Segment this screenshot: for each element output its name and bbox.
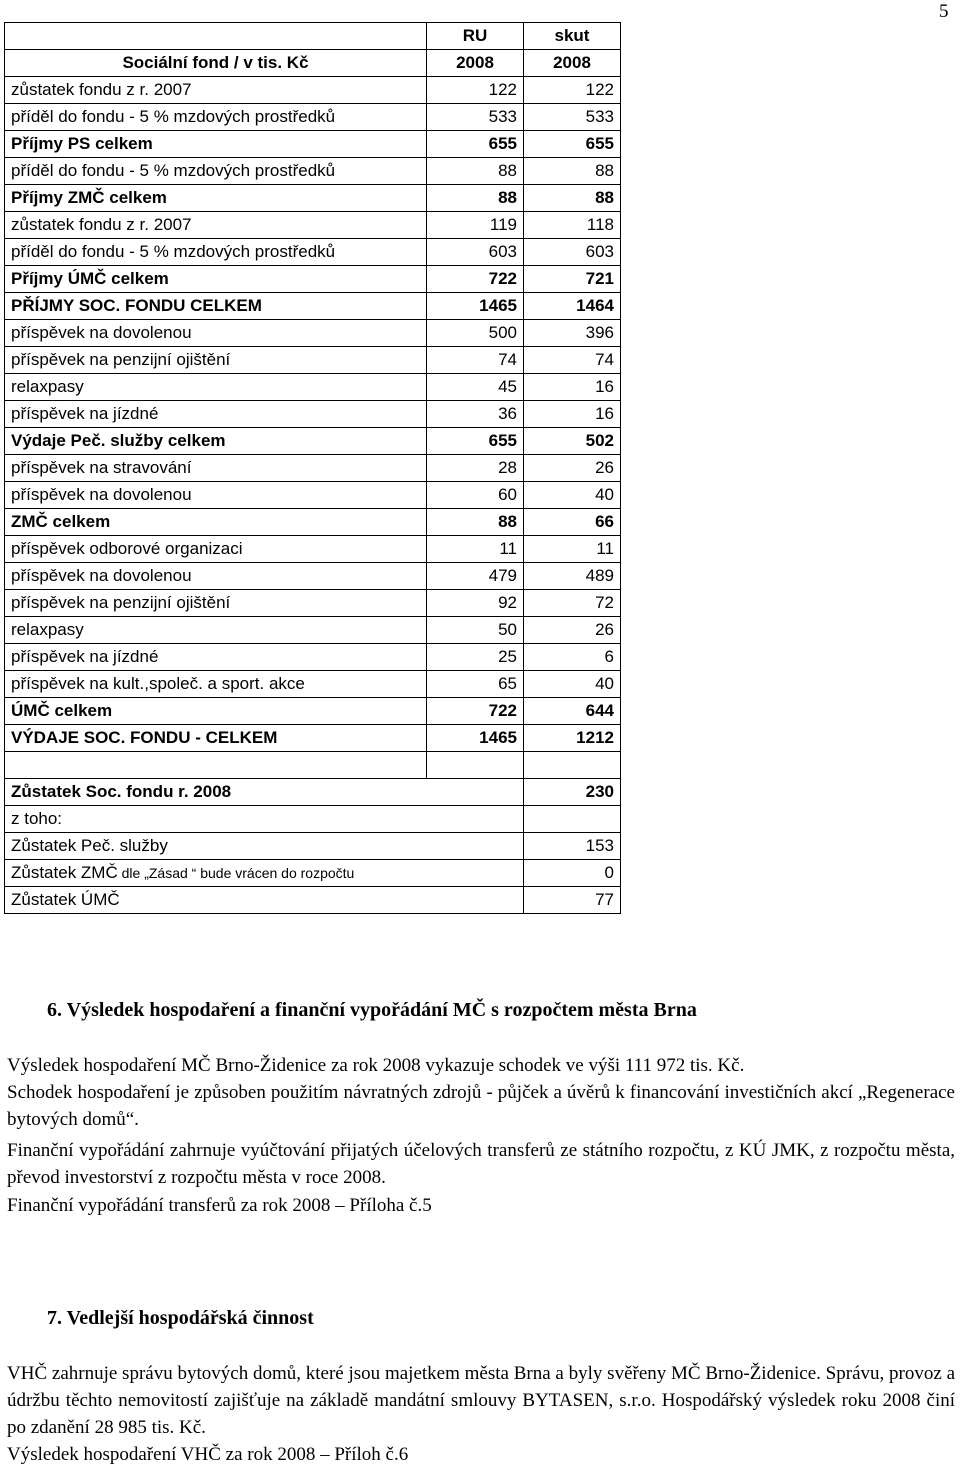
table-row — [5, 671, 621, 698]
section-7-paragraph-1: VHČ zahrnuje správu bytových domů, které jsou majetkem města Brna a byly svěřeny MČ Brno-Židenice. Správu, provoz a údržbu těchto nemovitostí zajišťuje na základě mandátní smlouvy BYTASEN, s.r.o. Hospodářský výsledek roku 2008 činí po zdanění 28 985 tis. Kč. — [7, 1363, 955, 1438]
spacer-row — [5, 752, 621, 779]
social-fund-table — [4, 22, 621, 914]
row-skut-value: 74 — [524, 347, 621, 374]
balance-total-value: 230 — [524, 779, 621, 806]
row-ru-value: 36 — [427, 401, 524, 428]
row-label: Příjmy PS celkem — [5, 131, 427, 158]
row-ru-value: 655 — [427, 131, 524, 158]
row-skut-value: 502 — [524, 428, 621, 455]
row-ru-value: 92 — [427, 590, 524, 617]
table-row — [5, 320, 621, 347]
row-skut-value: 644 — [524, 698, 621, 725]
table-row — [5, 131, 621, 158]
row-label: příspěvek odborové organizaci — [5, 536, 427, 563]
row-ru-value: 45 — [427, 374, 524, 401]
table-row — [5, 644, 621, 671]
row-ru-value: 11 — [427, 536, 524, 563]
row-skut-value: 16 — [524, 401, 621, 428]
table-row — [5, 293, 621, 320]
table-row — [5, 698, 621, 725]
balance-zmc-label: Zůstatek ZMČ — [11, 863, 118, 882]
balance-umc-label: Zůstatek ÚMČ — [5, 887, 524, 914]
row-ru-value: 479 — [427, 563, 524, 590]
row-label: příděl do fondu - 5 % mzdových prostředků — [5, 239, 427, 266]
row-skut-value: 26 — [524, 455, 621, 482]
section-6-paragraph-2: Schodek hospodaření je způsoben použitím návratných zdrojů - půjček a úvěrů k financování investičních akcí „Regenerace bytových domů“. — [7, 1082, 955, 1130]
balance-umc-value: 77 — [524, 887, 621, 914]
row-skut-value: 16 — [524, 374, 621, 401]
balance-zmc-note: dle „Zásad “ bude vrácen do rozpočtu — [117, 865, 355, 881]
table-row — [5, 212, 621, 239]
page-number: 5 — [939, 1, 949, 22]
row-label: příspěvek na dovolenou — [5, 563, 427, 590]
row-skut-value: 533 — [524, 104, 621, 131]
row-label: příspěvek na jízdné — [5, 401, 427, 428]
row-label: příspěvek na dovolenou — [5, 320, 427, 347]
row-skut-value: 88 — [524, 158, 621, 185]
header-skut: skut — [524, 23, 621, 50]
balance-total-row — [5, 779, 621, 806]
row-ru-value: 1465 — [427, 725, 524, 752]
table-row — [5, 482, 621, 509]
table-row — [5, 185, 621, 212]
header-empty-cell — [5, 23, 427, 50]
row-label: příspěvek na jízdné — [5, 644, 427, 671]
balance-umc-row — [5, 887, 621, 914]
row-skut-value: 1212 — [524, 725, 621, 752]
row-label: VÝDAJE SOC. FONDU - CELKEM — [5, 725, 427, 752]
row-ru-value: 122 — [427, 77, 524, 104]
row-skut-value: 66 — [524, 509, 621, 536]
row-label: zůstatek fondu z r. 2007 — [5, 77, 427, 104]
row-ru-value: 74 — [427, 347, 524, 374]
row-ru-value: 28 — [427, 455, 524, 482]
row-skut-value: 26 — [524, 617, 621, 644]
row-ru-value: 722 — [427, 698, 524, 725]
row-skut-value: 88 — [524, 185, 621, 212]
row-ru-value: 88 — [427, 185, 524, 212]
row-label: příspěvek na penzijní ojištění — [5, 590, 427, 617]
header-ru-year: 2008 — [427, 50, 524, 77]
header-ru: RU — [427, 23, 524, 50]
balance-pec-value: 153 — [524, 833, 621, 860]
table-row — [5, 563, 621, 590]
table-title: Sociální fond / v tis. Kč — [5, 50, 427, 77]
table-header-row-2 — [5, 50, 621, 77]
row-skut-value: 40 — [524, 671, 621, 698]
row-skut-value: 6 — [524, 644, 621, 671]
row-label: příděl do fondu - 5 % mzdových prostředků — [5, 158, 427, 185]
section-6-paragraph-4: Finanční vypořádání transferů za rok 2008 – Příloha č.5 — [7, 1195, 432, 1216]
row-skut-value: 489 — [524, 563, 621, 590]
of-which-row — [5, 806, 621, 833]
row-ru-value: 60 — [427, 482, 524, 509]
section-6-heading: 6. Výsledek hospodaření a finanční vypořádání MČ s rozpočtem města Brna — [47, 999, 697, 1021]
table-row — [5, 428, 621, 455]
row-label: Příjmy ZMČ celkem — [5, 185, 427, 212]
row-ru-value: 65 — [427, 671, 524, 698]
section-6-paragraph-1: Výsledek hospodaření MČ Brno-Židenice za rok 2008 vykazuje schodek ve výši 111 972 tis. Kč. — [7, 1055, 745, 1076]
row-ru-value: 655 — [427, 428, 524, 455]
row-label: příděl do fondu - 5 % mzdových prostředků — [5, 104, 427, 131]
row-label: Výdaje Peč. služby celkem — [5, 428, 427, 455]
section-7-heading: 7. Vedlejší hospodářská činnost — [47, 1307, 314, 1329]
balance-zmc-value: 0 — [524, 860, 621, 887]
table-row — [5, 347, 621, 374]
row-label: relaxpasy — [5, 374, 427, 401]
table-header-row-1 — [5, 23, 621, 50]
table-row — [5, 509, 621, 536]
table-row — [5, 104, 621, 131]
row-ru-value: 500 — [427, 320, 524, 347]
row-ru-value: 533 — [427, 104, 524, 131]
row-label: Příjmy ÚMČ celkem — [5, 266, 427, 293]
row-label: relaxpasy — [5, 617, 427, 644]
row-label: ÚMČ celkem — [5, 698, 427, 725]
row-label: zůstatek fondu z r. 2007 — [5, 212, 427, 239]
row-skut-value: 11 — [524, 536, 621, 563]
table-row — [5, 536, 621, 563]
table-row — [5, 725, 621, 752]
balance-total-label: Zůstatek Soc. fondu r. 2008 — [5, 779, 524, 806]
header-skut-year: 2008 — [524, 50, 621, 77]
row-label: příspěvek na stravování — [5, 455, 427, 482]
row-skut-value: 603 — [524, 239, 621, 266]
row-label: ZMČ celkem — [5, 509, 427, 536]
table-row — [5, 401, 621, 428]
row-ru-value: 50 — [427, 617, 524, 644]
section-6-paragraph-3: Finanční vypořádání zahrnuje vyúčtování přijatých účelových transferů ze státního rozpočtu, z KÚ JMK, z rozpočtu města, převod investorství z rozpočtu města v roce 2008. — [7, 1140, 955, 1188]
row-ru-value: 88 — [427, 509, 524, 536]
row-ru-value: 119 — [427, 212, 524, 239]
row-skut-value: 72 — [524, 590, 621, 617]
row-ru-value: 25 — [427, 644, 524, 671]
row-ru-value: 88 — [427, 158, 524, 185]
balance-pec-label: Zůstatek Peč. služby — [5, 833, 524, 860]
table-row — [5, 590, 621, 617]
row-skut-value: 721 — [524, 266, 621, 293]
balance-zmc-row — [5, 860, 621, 887]
table-row — [5, 239, 621, 266]
row-skut-value: 396 — [524, 320, 621, 347]
row-skut-value: 118 — [524, 212, 621, 239]
table-row — [5, 617, 621, 644]
balance-pec-row — [5, 833, 621, 860]
table-row — [5, 374, 621, 401]
table-row — [5, 455, 621, 482]
row-ru-value: 603 — [427, 239, 524, 266]
table-row — [5, 266, 621, 293]
of-which-label: z toho: — [5, 806, 524, 833]
row-ru-value: 722 — [427, 266, 524, 293]
table-row — [5, 77, 621, 104]
row-label: PŘÍJMY SOC. FONDU CELKEM — [5, 293, 427, 320]
row-skut-value: 122 — [524, 77, 621, 104]
row-skut-value: 1464 — [524, 293, 621, 320]
row-label: příspěvek na dovolenou — [5, 482, 427, 509]
row-skut-value: 655 — [524, 131, 621, 158]
row-skut-value: 40 — [524, 482, 621, 509]
section-7-paragraph-2: Výsledek hospodaření VHČ za rok 2008 – Příloh č.6 — [7, 1444, 409, 1465]
row-ru-value: 1465 — [427, 293, 524, 320]
table-row — [5, 158, 621, 185]
row-label: příspěvek na penzijní ojištění — [5, 347, 427, 374]
row-label: příspěvek na kult.,společ. a sport. akce — [5, 671, 427, 698]
